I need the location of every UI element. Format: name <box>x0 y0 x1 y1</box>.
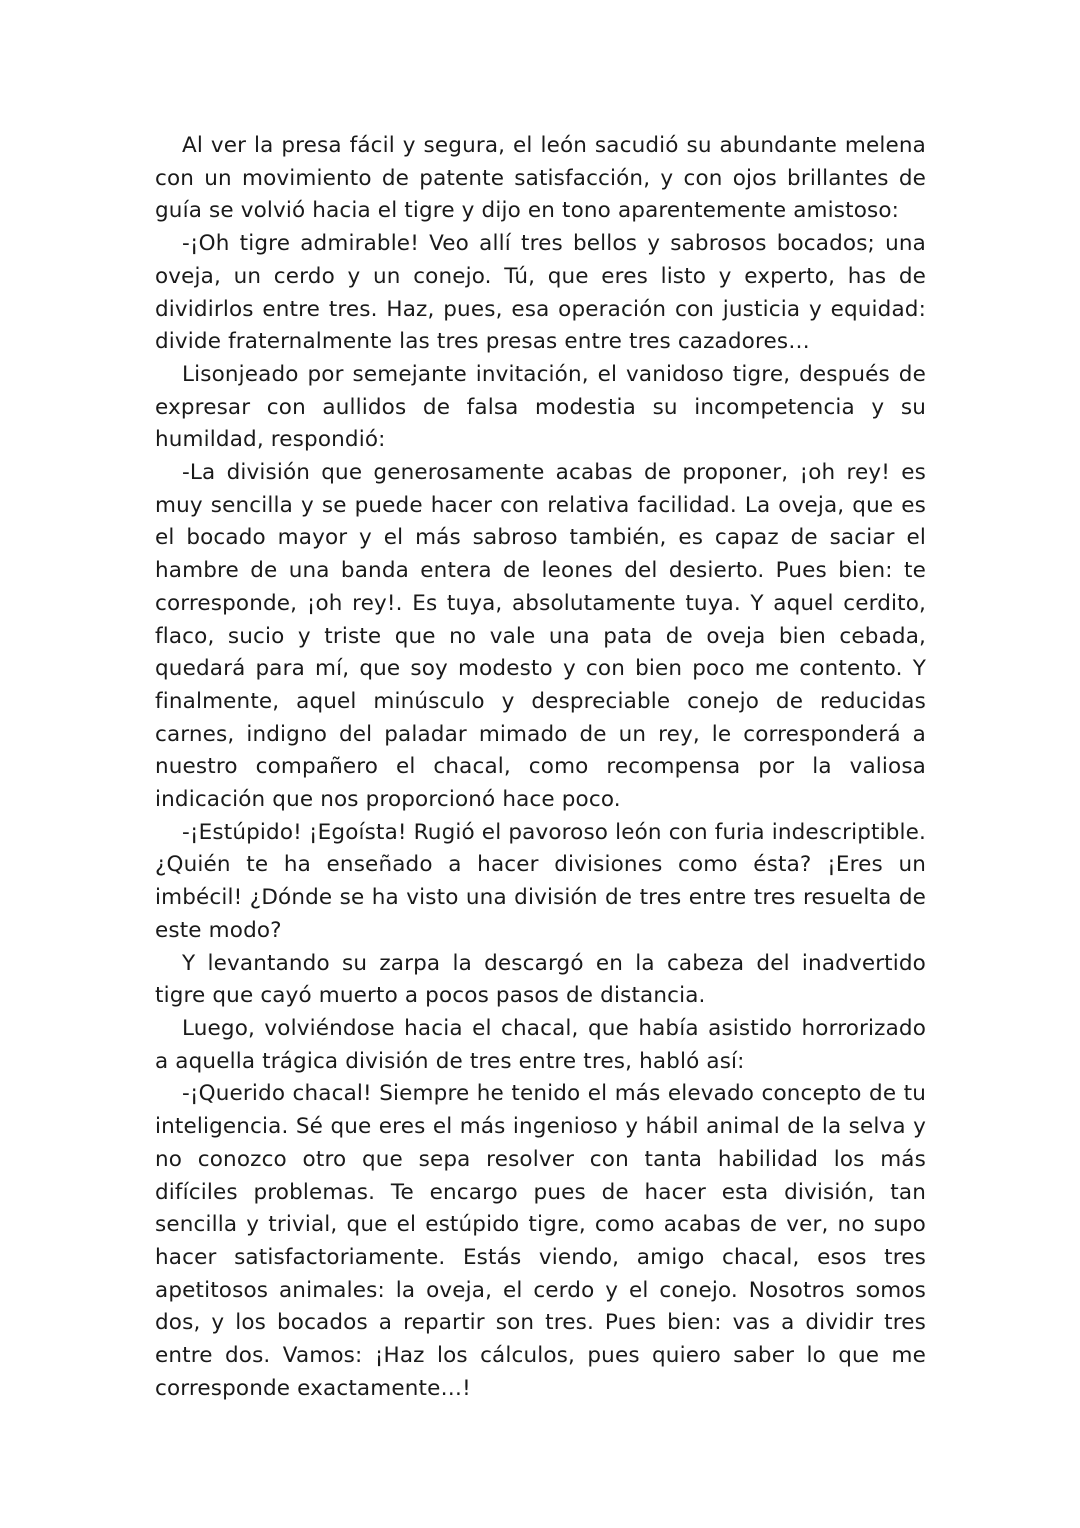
paragraph: Luego, volviéndose hacia el chacal, que había asistido horrorizado a aquella trágica división de tres entre tres, habló así: <box>155 1015 926 1074</box>
paragraph: Lisonjeado por semejante invitación, el vanidoso tigre, después de expresar con aullidos de falsa modestia su incompetencia y su humildad, respondió: <box>155 361 926 453</box>
paragraph: -¡Estúpido! ¡Egoísta! Rugió el pavoroso león con furia indescriptible. ¿Quién te ha enseñado a hacer divisiones como ésta? ¡Eres un imbécil! ¿Dónde se ha visto una división de tres entre tres resuelta de este modo? <box>155 819 926 943</box>
paragraph: -La división que generosamente acabas de proponer, ¡oh rey! es muy sencilla y se puede hacer con relativa facilidad. La oveja, que es el bocado mayor y el más sabroso también, es capaz de saciar el hambre de una banda entera de leones del desierto. Pues bien: te corresponde, ¡oh rey!. Es tuya, absolutamente tuya. Y aquel cerdito, flaco, sucio y triste que no vale una pata de oveja bien cebada, quedará para mí, que soy modesto y con bien poco me contento. Y finalmente, aquel minúsculo y despreciable conejo de reducidas carnes, indigno del paladar mimado de un rey, le corresponderá a nuestro compañero el chacal, como recompensa por la valiosa indicación que nos proporcionó hace poco. <box>155 460 926 813</box>
paragraph: -¡Oh tigre admirable! Veo allí tres bellos y sabrosos bocados; una oveja, un cerdo y un conejo. Tú, que eres listo y experto, has de dividirlos entre tres. Haz, pues, esa operación con justicia y equidad: divide fraternalmente las tres presas entre tres cazadores… <box>155 231 926 355</box>
document-body <box>155 130 926 1405</box>
paragraph: Y levantando su zarpa la descargó en la cabeza del inadvertido tigre que cayó muerto a pocos pasos de distancia. <box>155 950 926 1009</box>
paragraph: -¡Querido chacal! Siempre he tenido el más elevado concepto de tu inteligencia. Sé que eres el más ingenioso y hábil animal de la selva y no conozco otro que sepa resolver con tanta habilidad los más difíciles problemas. Te encargo pues de hacer esta división, tan sencilla y trivial, que el estúpido tigre, como acabas de ver, no supo hacer satisfactoriamente. Estás viendo, amigo chacal, esos tres apetitosos animales: la oveja, el cerdo y el conejo. Nosotros somos dos, y los bocados a repartir son tres. Pues bien: vas a dividir tres entre dos. Vamos: ¡Haz los cálculos, pues quiero saber lo que me corresponde exactamente…! <box>155 1081 926 1401</box>
paragraph: Al ver la presa fácil y segura, el león sacudió su abundante melena con un movimiento de patente satisfacción, y con ojos brillantes de guía se volvió hacia el tigre y dijo en tono aparentemente amistoso: <box>155 133 926 224</box>
